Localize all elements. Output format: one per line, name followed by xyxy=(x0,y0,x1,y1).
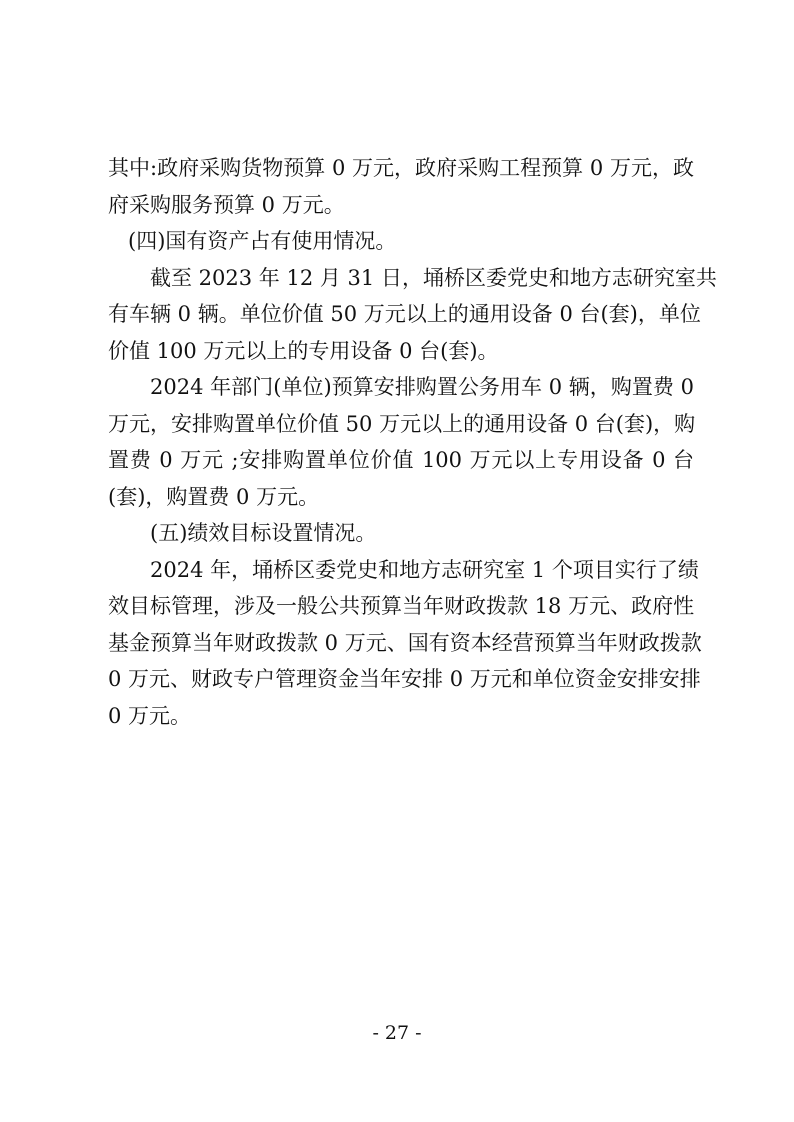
paragraph-vehicle-purchase xyxy=(108,369,694,515)
text-line: 有车辆 0 辆。单位价值 50 万元以上的通用设备 0 台(套)，单位 xyxy=(108,302,701,326)
text-line: 其中:政府采购货物预算 0 万元，政府采购工程预算 0 万元，政 xyxy=(108,156,694,180)
paragraph-assets xyxy=(108,260,717,370)
section-heading: (五)绩效目标设置情况。 xyxy=(150,521,377,545)
page-number: - 27 - xyxy=(372,1022,422,1044)
text-line: 截至 2023 年 12 月 31 日，埇桥区委党史和地方志研究室共 xyxy=(150,265,717,290)
paragraph-performance xyxy=(108,552,702,735)
section-heading: (四)国有资产占有使用情况。 xyxy=(128,229,397,253)
text-line: 效目标管理，涉及一般公共预算当年财政拨款 18 万元、政府性 xyxy=(108,594,695,618)
text-line: 基金预算当年财政拨款 0 万元、国有资本经营预算当年财政拨款 xyxy=(108,630,702,655)
section-heading-performance xyxy=(108,515,694,552)
paragraph-procurement xyxy=(108,150,694,223)
text-line: 价值 100 万元以上的专用设备 0 台(套)。 xyxy=(108,338,499,363)
section-heading-assets xyxy=(108,223,694,260)
text-line: 置费 0 万元 ;安排购置单位价值 100 万元以上专用设备 0 台 xyxy=(108,448,694,472)
text-line: 0 万元、财政专户管理资金当年安排 0 万元和单位资金安排安排 xyxy=(108,667,701,691)
text-line: 0 万元。 xyxy=(108,703,192,728)
text-line: (套)，购置费 0 万元。 xyxy=(108,484,320,509)
text-line: 2024 年，埇桥区委党史和地方志研究室 1 个项目实行了绩 xyxy=(150,557,699,582)
text-line: 2024 年部门(单位)预算安排购置公务用车 0 辆，购置费 0 xyxy=(150,375,694,399)
document-body xyxy=(108,150,717,734)
text-line: 万元，安排购置单位价值 50 万元以上的通用设备 0 台(套)，购 xyxy=(108,411,696,436)
text-line: 府采购服务预算 0 万元。 xyxy=(108,192,345,217)
